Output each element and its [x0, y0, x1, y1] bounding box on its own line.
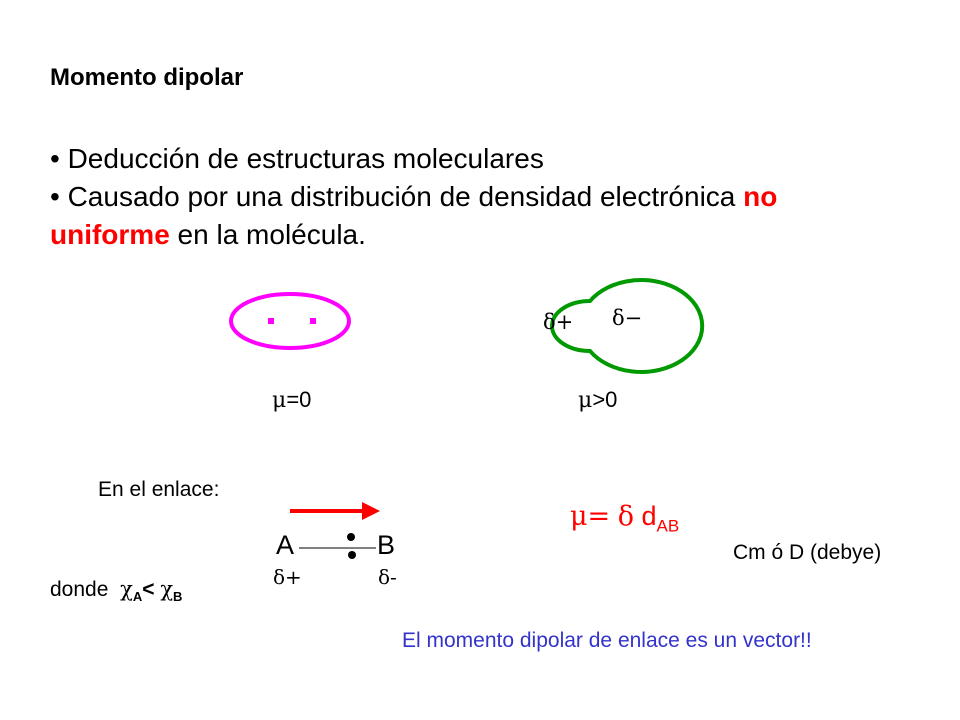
cloud-delta-minus: δ−: [612, 306, 643, 330]
bullet-2-suffix: en la molécula.: [169, 219, 366, 250]
lone-pair-dot-top: [347, 533, 355, 541]
slide-title: Momento dipolar: [50, 64, 244, 91]
mu-symbol-2: μ: [578, 388, 593, 413]
mu-positive-value: >0: [592, 387, 618, 412]
chi-b: χ: [160, 577, 174, 601]
mu-positive-label: [578, 387, 617, 413]
dipole-arrow-head: [362, 502, 380, 520]
formula-subscript: AB: [656, 516, 680, 536]
vector-note: El momento dipolar de enlace es un vector!!: [402, 629, 812, 652]
atom-a: A: [276, 530, 295, 560]
bond-intro: En el enlace:: [98, 478, 220, 501]
chi-a: χ: [120, 577, 133, 601]
bullet-2-emphasis-no: no: [743, 181, 778, 212]
atom-b: B: [377, 530, 396, 560]
donde-word: donde: [50, 578, 109, 601]
partial-negative: δ-: [378, 565, 397, 589]
mu-zero-value: =0: [286, 387, 312, 412]
bullet-2-emphasis-uniforme: uniforme: [50, 219, 170, 250]
formula-lhs: μ=: [570, 501, 611, 532]
electronegativity-relation: [50, 577, 182, 604]
dipole-formula: [570, 501, 679, 536]
symmetric-cloud-ellipse: [231, 294, 349, 348]
mu-symbol-1: μ: [272, 388, 287, 413]
lone-pair-dot-bottom: [348, 551, 356, 559]
bullet-2-prefix: • Causado por una distribución de densidad electrónica: [50, 181, 744, 212]
less-than: <: [142, 578, 155, 601]
cloud-delta-plus: δ+: [543, 310, 574, 334]
chi-b-subscript: B: [173, 589, 183, 605]
units-label: Cm ó D (debye): [733, 541, 882, 564]
formula-d: d: [633, 501, 657, 531]
chi-a-subscript: A: [132, 589, 143, 605]
partial-positive: δ+: [273, 565, 302, 589]
formula-delta: δ: [617, 501, 634, 532]
symmetric-dot-right: [310, 318, 316, 324]
bullet-1: • Deducción de estructuras moleculares: [50, 143, 544, 174]
mu-zero-label: [272, 387, 311, 413]
symmetric-dot-left: [268, 318, 274, 324]
